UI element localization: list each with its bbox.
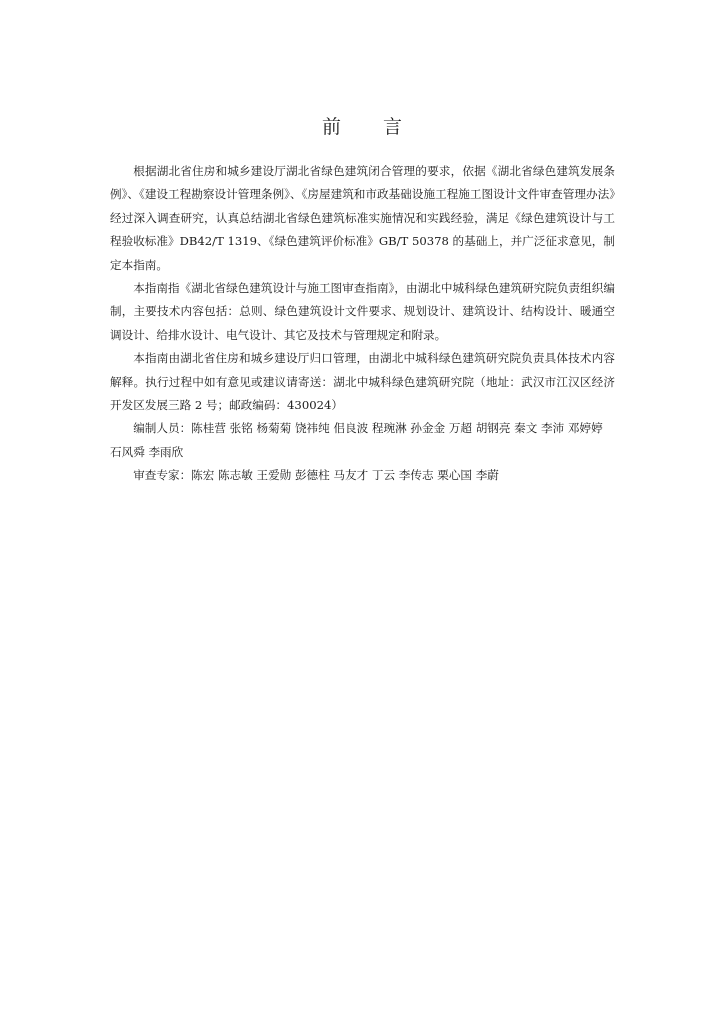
editors-list: 编制人员：陈桂营 张铭 杨菊菊 饶祎纯 佀良波 程琬淋 孙金金 万超 胡钢亮 秦文 李沛 邓婷婷 石风舜 李雨欣 xyxy=(110,421,603,459)
document-body xyxy=(110,160,615,488)
paragraph-basis: 根据湖北省住房和城乡建设厅湖北省绿色建筑闭合管理的要求，依据《湖北省绿色建筑发展条例》、《建设工程勘察设计管理条例》、《房屋建筑和市政基础设施工程施工图设计文件审查管理办法》经过深入调查研究，认真总结湖北省绿色建筑标准实施情况和实践经验，满足《绿色建筑设计与工程验收标准》DB42/T 1319、《绿色建筑评价标准》GB/T 50378 的基础上，并广泛征求意见，制定本指南。 xyxy=(110,164,615,272)
paragraph-management: 本指南由湖北省住房和城乡建设厅归口管理，由湖北中城科绿色建筑研究院负责具体技术内容解释。执行过程中如有意见或建议请寄送：湖北中城科绿色建筑研究院（地址：武汉市江汉区经济开发区发展三路 2 号；邮政编码：430024） xyxy=(110,351,615,413)
reviewers-list: 审查专家：陈宏 陈志敏 王爱勋 彭德柱 马友才 丁云 李传志 栗心国 李蔚 xyxy=(133,468,499,483)
paragraph-scope: 本指南指《湖北省绿色建筑设计与施工图审查指南》，由湖北中城科绿色建筑研究院负责组织编制，主要技术内容包括：总则、绿色建筑设计文件要求、规划设计、建筑设计、结构设计、暖通空调设计、给排水设计、电气设计、其它及技术与管理规定和附录。 xyxy=(110,281,615,342)
page-title: 前 言 xyxy=(321,116,421,138)
